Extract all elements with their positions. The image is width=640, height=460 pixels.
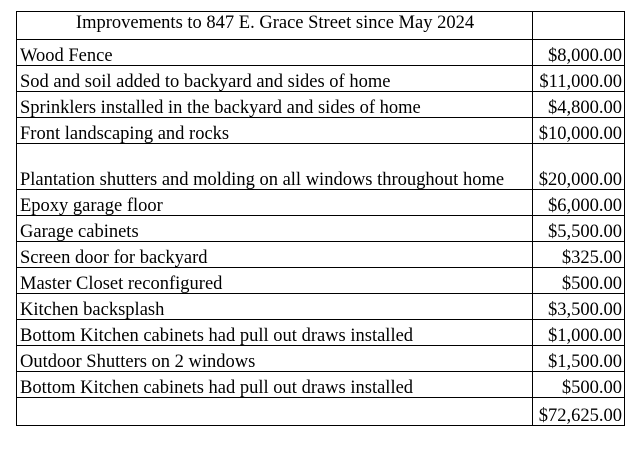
- item-description: Sprinklers installed in the backyard and sides of home: [17, 92, 533, 118]
- item-description: Plantation shutters and molding on all windows throughout home: [17, 144, 533, 190]
- table-row: [17, 92, 625, 118]
- item-description: Bottom Kitchen cabinets had pull out draws installed: [17, 320, 533, 346]
- item-description: Kitchen backsplash: [17, 294, 533, 320]
- table-row: [17, 216, 625, 242]
- table-row: [17, 294, 625, 320]
- item-description: Bottom Kitchen cabinets had pull out draws installed: [17, 372, 533, 398]
- item-description: Screen door for backyard: [17, 242, 533, 268]
- table-title: Improvements to 847 E. Grace Street since May 2024: [17, 12, 533, 40]
- item-amount: $1,000.00: [533, 320, 625, 346]
- title-amount-cell: [533, 12, 625, 40]
- item-amount: $8,000.00: [533, 40, 625, 66]
- table-row: [17, 118, 625, 144]
- item-description: Front landscaping and rocks: [17, 118, 533, 144]
- item-description: Garage cabinets: [17, 216, 533, 242]
- item-amount: $10,000.00: [533, 118, 625, 144]
- item-description: Outdoor Shutters on 2 windows: [17, 346, 533, 372]
- item-amount: $20,000.00: [533, 144, 625, 190]
- table-row: [17, 190, 625, 216]
- table-row: [17, 320, 625, 346]
- table-row: [17, 346, 625, 372]
- item-amount: $3,500.00: [533, 294, 625, 320]
- item-amount: $4,800.00: [533, 92, 625, 118]
- item-amount: $1,500.00: [533, 346, 625, 372]
- table-row: [17, 268, 625, 294]
- item-description: Epoxy garage floor: [17, 190, 533, 216]
- total-amount: $72,625.00: [533, 398, 625, 426]
- table-row: [17, 40, 625, 66]
- item-description: Sod and soil added to backyard and sides of home: [17, 66, 533, 92]
- item-description: Master Closet reconfigured: [17, 268, 533, 294]
- improvements-table: [16, 11, 625, 426]
- table-row: [17, 66, 625, 92]
- item-amount: $500.00: [533, 372, 625, 398]
- item-amount: $500.00: [533, 268, 625, 294]
- item-amount: $11,000.00: [533, 66, 625, 92]
- total-row: [17, 398, 625, 426]
- title-row: [17, 12, 625, 40]
- item-amount: $5,500.00: [533, 216, 625, 242]
- table-row: [17, 144, 625, 190]
- item-amount: $325.00: [533, 242, 625, 268]
- table-row: [17, 372, 625, 398]
- table-row: [17, 242, 625, 268]
- item-description: Wood Fence: [17, 40, 533, 66]
- total-label-cell: [17, 398, 533, 426]
- item-amount: $6,000.00: [533, 190, 625, 216]
